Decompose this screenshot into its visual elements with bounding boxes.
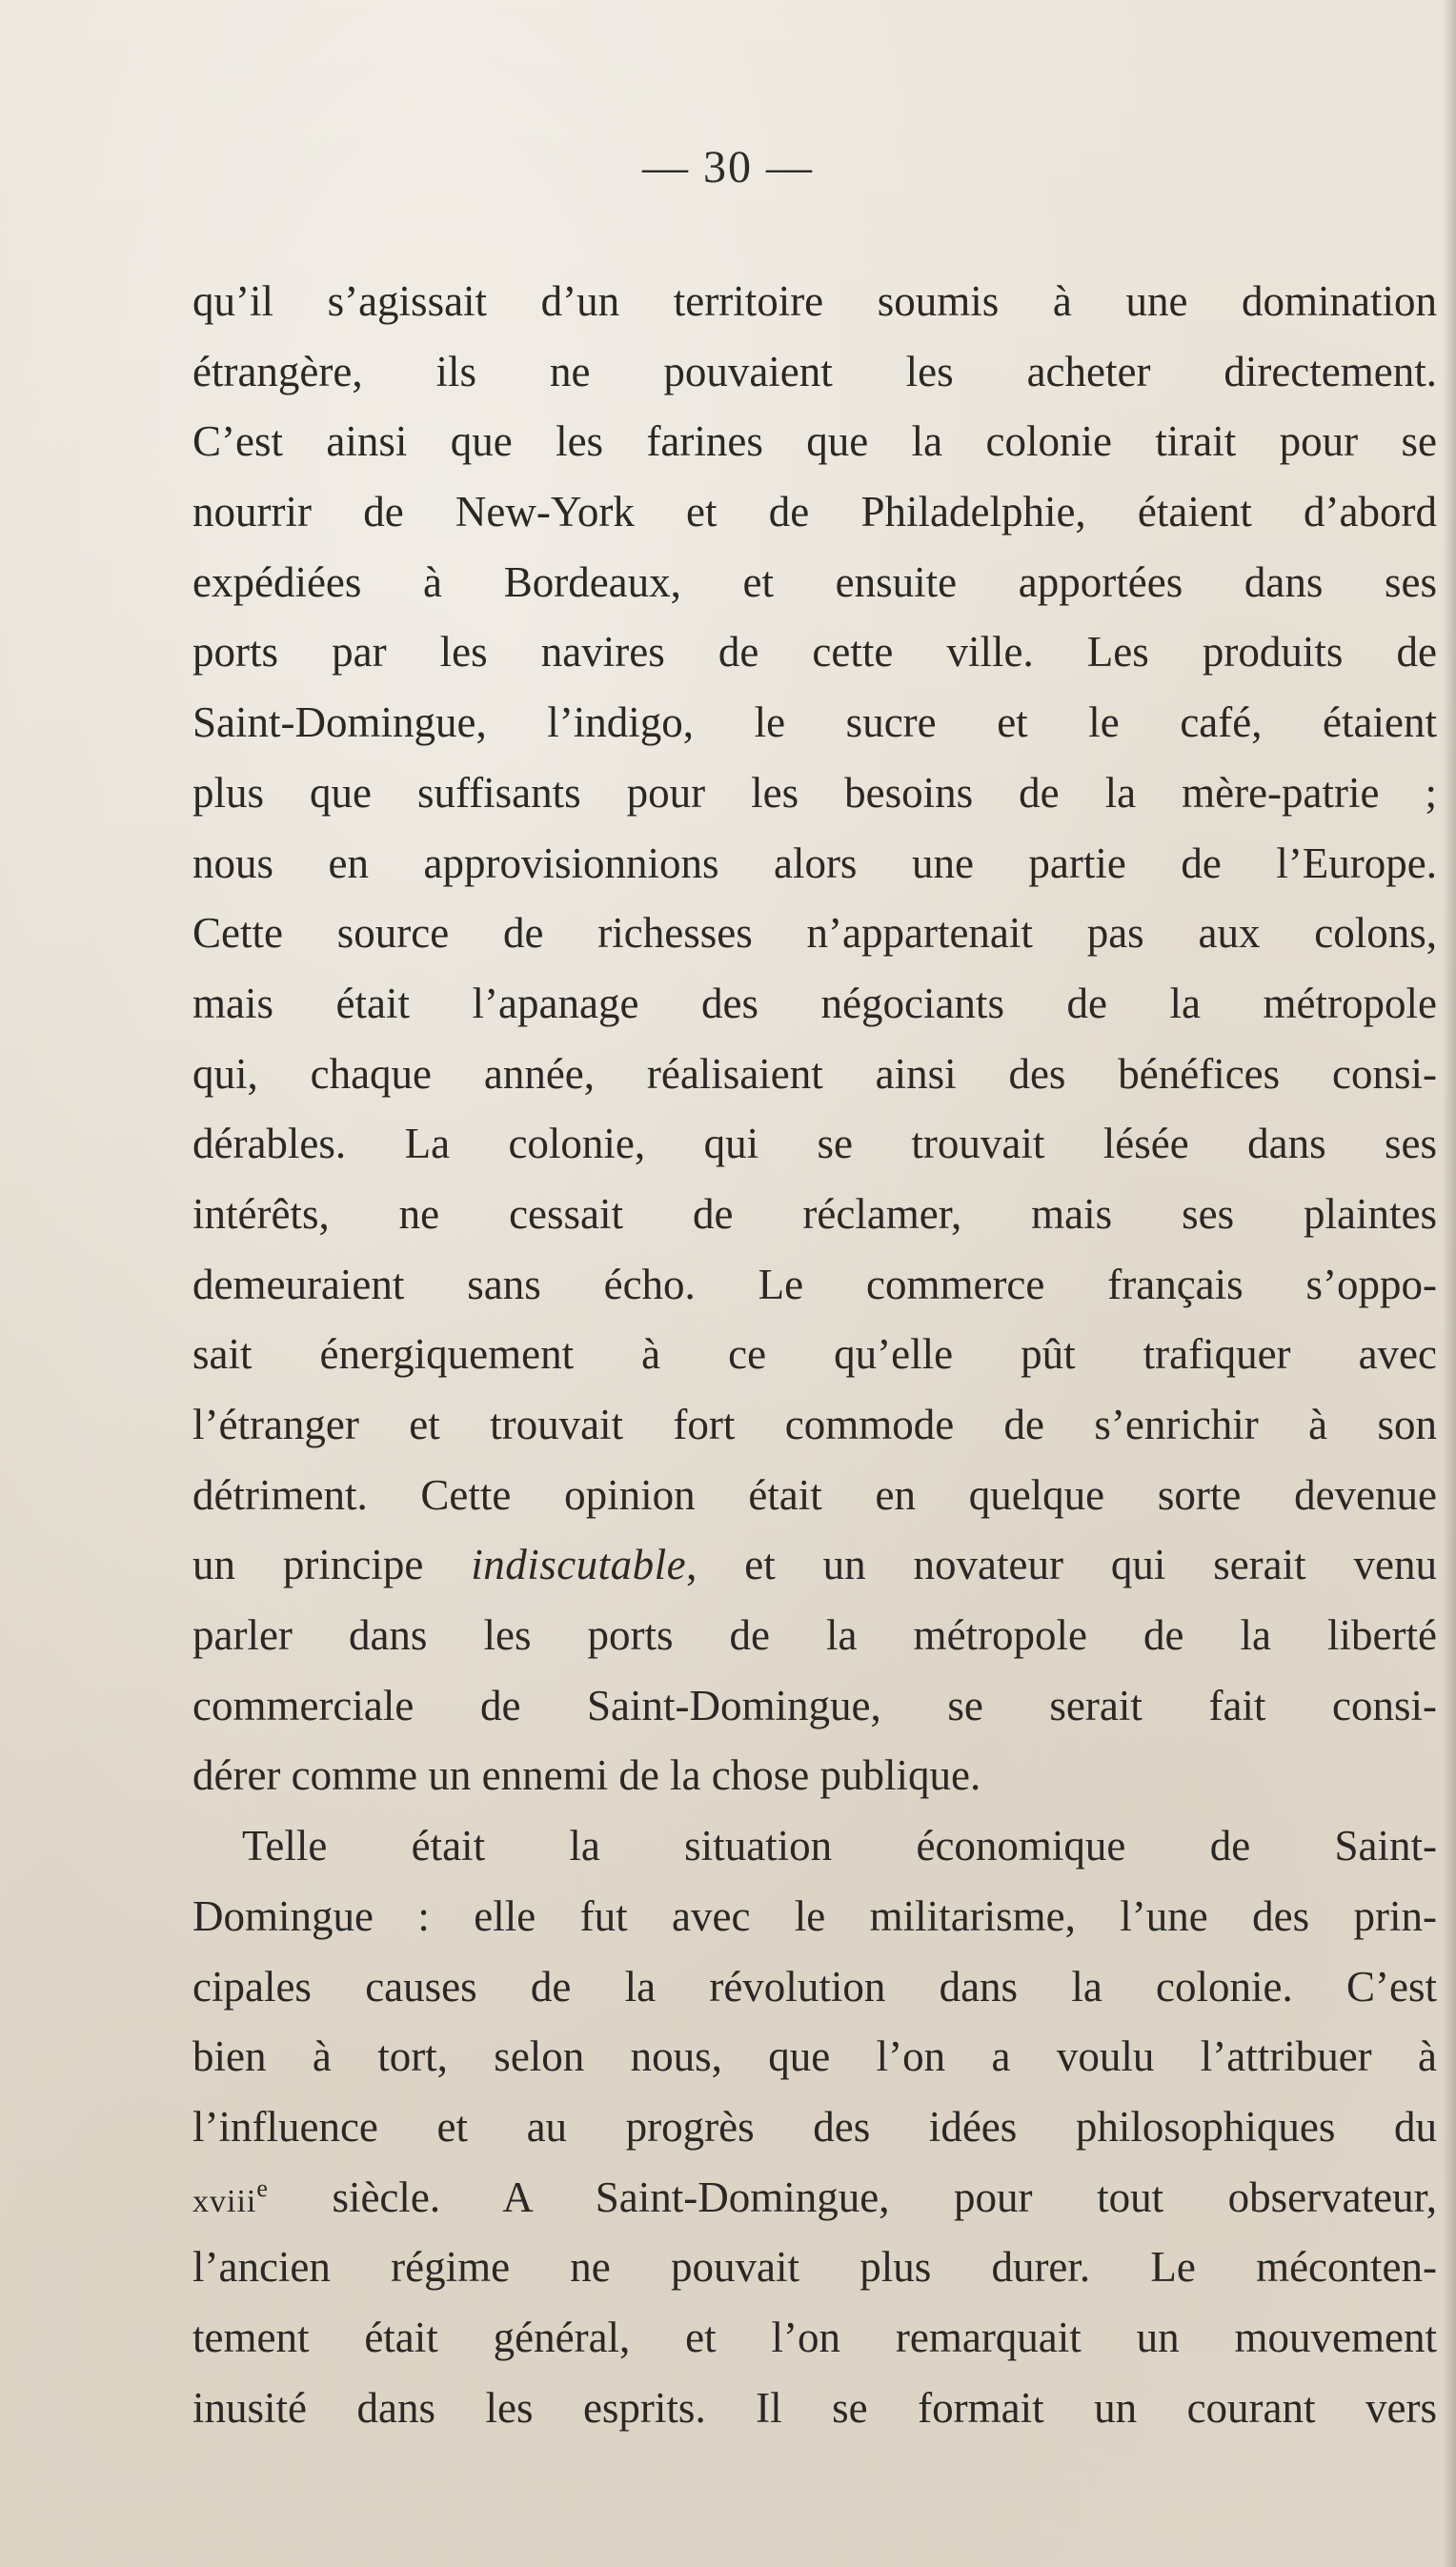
text-line: l’influence et au progrès des idées philosophiques du — [192, 2102, 1437, 2151]
century-numeral: xviii — [192, 2183, 257, 2219]
text-line: parler dans les ports de la métropole de la liberté — [192, 1611, 1437, 1660]
text-line: plus que suffisants pour les besoins de la mère-patrie ; — [192, 768, 1437, 817]
text-line: l’ancien régime ne pouvait plus durer. Le méconten- — [192, 2243, 1437, 2292]
text-segment: , et un novateur qui serait venu — [686, 1541, 1437, 1589]
italic-word: indiscutable — [471, 1541, 687, 1589]
text-segment: siècle. A Saint-Domingue, pour tout observateur, — [267, 2173, 1437, 2221]
text-line: nourrir de New-York et de Philadelphie, étaient d’abord — [192, 488, 1437, 536]
text-line: inusité dans les esprits. Il se formait un courant vers — [192, 2383, 1437, 2432]
page-edge-shadow — [1443, 0, 1456, 2567]
page-number: — 30 — — [642, 142, 814, 192]
text-line: intérêts, ne cessait de réclamer, mais ses plaintes — [192, 1189, 1437, 1238]
text-line: qui, chaque année, réalisaient ainsi des bénéfices consi- — [192, 1049, 1437, 1098]
text-line: Domingue : elle fut avec le militarisme, l’une des prin- — [192, 1891, 1437, 1940]
text-line: dérables. La colonie, qui se trouvait lésée dans ses — [192, 1120, 1437, 1168]
text-line: qu’il s’agissait d’un territoire soumis à une domination — [192, 277, 1437, 325]
text-line: expédiées à Bordeaux, et ensuite apportées dans ses — [192, 557, 1437, 606]
text-line: tement était général, et l’on remarquait un mouvement — [192, 2313, 1437, 2361]
text-line: demeuraient sans écho. Le commerce français s’oppo- — [192, 1260, 1437, 1308]
text-line-with-century — [192, 2163, 1437, 2233]
text-line: détriment. Cette opinion était en quelque sorte devenue — [192, 1470, 1437, 1519]
text-line-with-italic — [192, 1530, 1437, 1601]
text-line: cipales causes de la révolution dans la colonie. C’est — [192, 1962, 1437, 2011]
text-line: nous en approvisionnions alors une partie de l’Europe. — [192, 839, 1437, 887]
text-line: sait énergiquement à ce qu’elle pût trafiquer avec — [192, 1330, 1437, 1379]
text-segment: un principe — [192, 1541, 424, 1589]
text-line: bien à tort, selon nous, que l’on a voulu l’attribuer à — [192, 2032, 1437, 2081]
text-line: C’est ainsi que les farines que la colonie tirait pour se — [192, 417, 1437, 466]
text-line: étrangère, ils ne pouvaient les acheter directement. — [192, 347, 1437, 395]
text-line: Saint-Domingue, l’indigo, le sucre et le café, étaient — [192, 698, 1437, 747]
text-line: commerciale de Saint-Domingue, se serait fait consi- — [192, 1681, 1437, 1729]
body-text — [192, 267, 1437, 2443]
text-line: l’étranger et trouvait fort commode de s’enrichir à son — [192, 1401, 1437, 1448]
century-superscript: e — [256, 2173, 268, 2202]
text-line: dérer comme un ennemi de la chose publique. — [192, 1751, 981, 1800]
text-line: Cette source de richesses n’appartenait pas aux colons, — [192, 909, 1437, 958]
text-line: mais était l’apanage des négociants de la métropole — [192, 979, 1437, 1027]
text-line: ports par les navires de cette ville. Les produits de — [192, 628, 1437, 677]
paragraph-start-line: Telle était la situation économique de Saint- — [242, 1822, 1437, 1870]
